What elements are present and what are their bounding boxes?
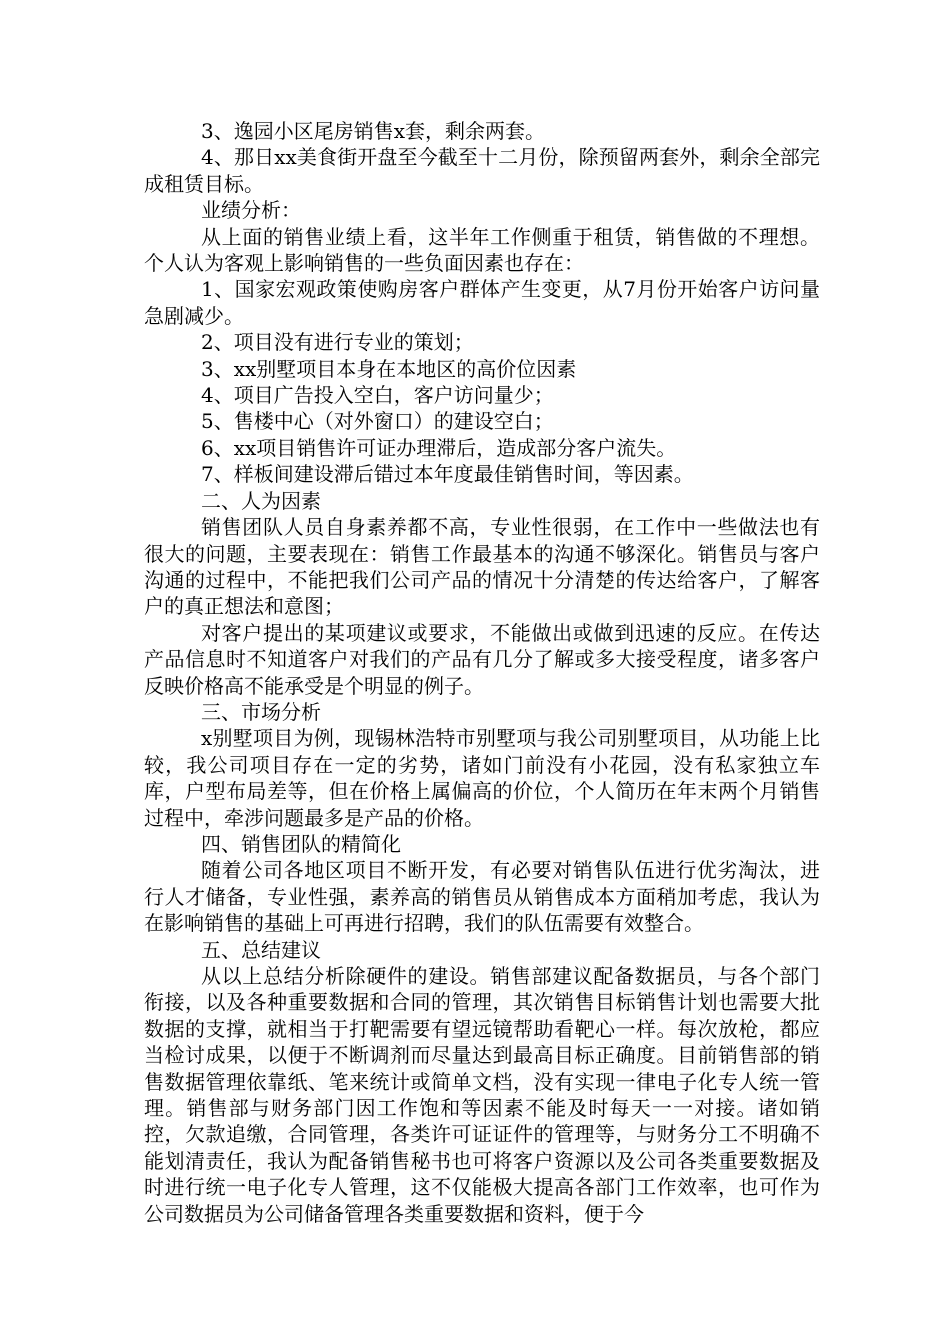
factor-item-4: 4、项目广告投入空白，客户访问量少； [201, 383, 554, 408]
team-streamlining-paragraph: 随着公司各地区项目不断开发，有必要对销售队伍进行优劣淘汰，进行人才储备，专业性强，素养高的销售员从销售成本方面稍加考虑，我认为在影响销售的基础上可再进行招聘，我们的队伍需要有效整合。 [144, 858, 820, 936]
section-heading-summary: 五、总结建议 [201, 937, 321, 962]
factor-item-2: 2、项目没有进行专业的策划； [201, 330, 474, 355]
performance-analysis-heading: 业绩分析： [201, 198, 301, 223]
factor-item-5: 5、售楼中心（对外窗口）的建设空白； [201, 409, 554, 434]
market-analysis-paragraph: x别墅项目为例，现锡林浩特市别墅项与我公司别墅项目，从功能上比较，我公司项目存在一定的劣势，诸如门前没有小花园，没有私家独立车库，户型布局差等，但在价格上属偏高的价位，个人简历在年末两个月销售过程中，牵涉问题最多是产品的价格。 [144, 726, 820, 830]
human-factors-paragraph-1: 销售团队人员自身素养都不高，专业性很弱，在工作中一些做法也有很大的问题，主要表现在：销售工作最基本的沟通不够深化。销售员与客户沟通的过程中，不能把我们公司产品的情况十分清楚的传达给客户，了解客户的真正想法和意图； [144, 515, 820, 619]
factor-item-6: 6、xx项目销售许可证办理滞后，造成部分客户流失。 [201, 435, 677, 460]
section-heading-human-factors: 二、人为因素 [201, 488, 321, 513]
human-factors-paragraph-2: 对客户提出的某项建议或要求，不能做出或做到迅速的反应。在传达产品信息时不知道客户对我们的产品有几分了解或多大接受程度，诸多客户反映价格高不能承受是个明显的例子。 [144, 620, 820, 698]
section-heading-team-streamlining: 四、销售团队的精简化 [201, 831, 401, 856]
factor-item-1: 1、国家宏观政策使购房客户群体产生变更，从7月份开始客户访问量急剧减少。 [144, 277, 820, 328]
paragraph-item-4: 4、那日xx美食街开盘至今截至十二月份，除预留两套外，剩余全部完成租赁目标。 [144, 145, 820, 196]
summary-paragraph: 从以上总结分析除硬件的建设。销售部建议配备数据员，与各个部门衔接，以及各种重要数据和合同的管理，其次销售目标销售计划也需要大批数据的支撑，就相当于打靶需要有望远镜帮助看靶心一样。每次放枪，都应当检讨成果，以便于不断调剂而尽量达到最高目标正确度。目前销售部的销售数据管理依靠纸、笔来统计或简单文档，没有实现一律电子化专人统一管理。销售部与财务部门因工作饱和等因素不能及时每天一一对接。诸如销控，欠款追缴，合同管理，各类许可证证件的管理等，与财务分工不明确不能划清责任，我认为配备销售秘书也可将客户资源以及公司各类重要数据及时进行统一电子化专人管理，这不仅能极大提高各部门工作效率，也可作为公司数据员为公司储备管理各类重要数据和资料，便于今 [144, 964, 820, 1226]
factor-item-7: 7、样板间建设滞后错过本年度最佳销售时间，等因素。 [201, 462, 694, 487]
paragraph-item-3: 3、逸园小区尾房销售x套，剩余两套。 [201, 119, 546, 143]
performance-analysis-paragraph: 从上面的销售业绩上看，这半年工作侧重于租赁，销售做的不理想。个人认为客观上影响销售的一些负面因素也存在： [144, 224, 820, 276]
section-heading-market-analysis: 三、市场分析 [201, 699, 321, 724]
document-body [144, 118, 820, 1227]
factor-item-3: 3、xx别墅项目本身在本地区的高价位因素 [201, 356, 577, 381]
